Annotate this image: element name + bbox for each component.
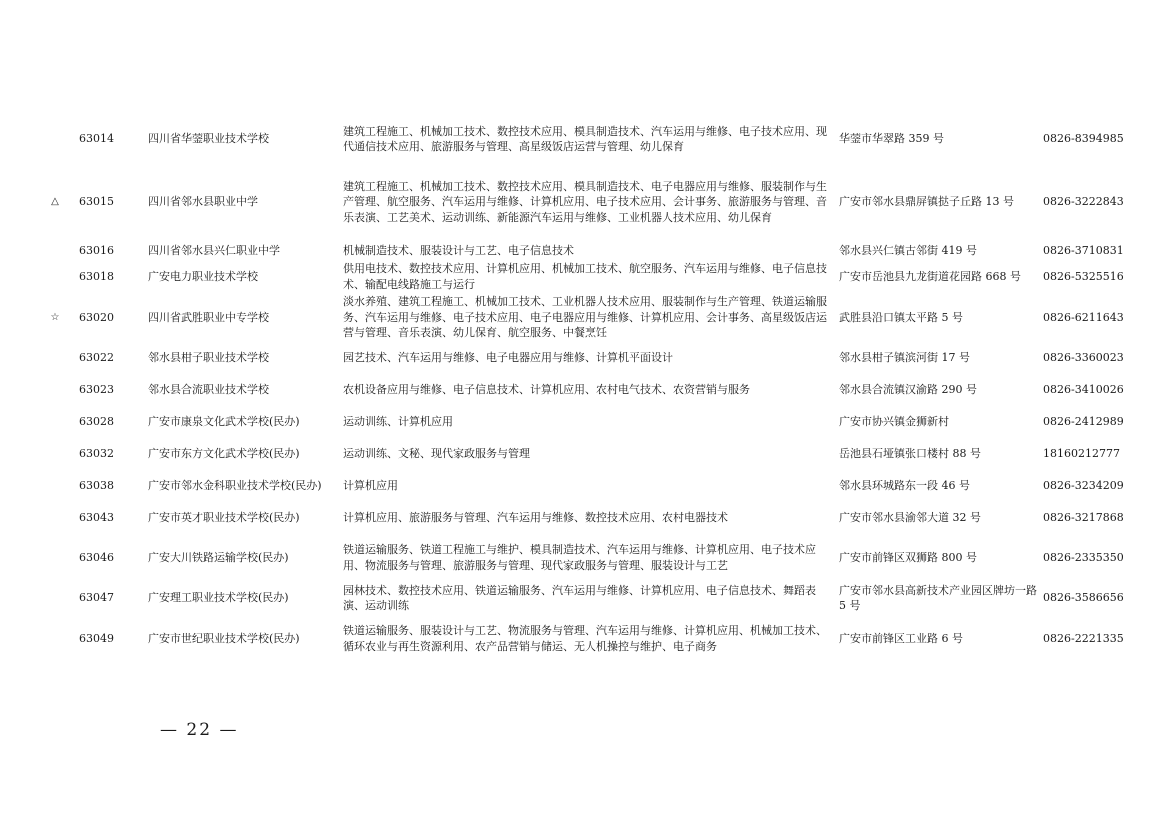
school-name: 广安市东方文化武术学校(民办) xyxy=(148,446,300,460)
row-mark: ☆ xyxy=(50,311,60,323)
school-code: 63014 xyxy=(79,132,114,146)
row-mark xyxy=(40,242,70,260)
school-address: 广安市邻水县鼎屏镇挞子丘路 13 号 xyxy=(839,195,1014,209)
school-phone: 0826-3222843 xyxy=(1043,195,1124,209)
school-address: 邻水县兴仁镇古邻街 419 号 xyxy=(839,244,977,258)
table-row xyxy=(40,342,1143,374)
school-majors: 建筑工程施工、机械加工技术、数控技术应用、模具制造技术、电子电器应用与维修、服装制作与生产管理、航空服务、汽车运用与维修、计算机应用、电子技术应用、会计事务、旅游服务与管理、音乐表演、工艺美术、运动训练、新能源汽车运用与维修、工业机器人技术应用、幼儿保育 xyxy=(343,179,827,224)
school-phone: 0826-5325516 xyxy=(1043,269,1124,283)
row-mark xyxy=(40,374,70,406)
row-mark xyxy=(40,260,70,293)
school-code: 63023 xyxy=(79,382,114,396)
school-name: 四川省邻水县职业中学 xyxy=(148,195,258,209)
school-phone: 0826-2412989 xyxy=(1043,414,1124,428)
school-phone: 0826-3410026 xyxy=(1043,382,1124,396)
school-address: 武胜县沿口镇太平路 5 号 xyxy=(839,310,963,324)
school-name: 广安市世纪职业技术学校(民办) xyxy=(148,631,300,645)
school-name: 四川省华蓥职业技术学校 xyxy=(148,132,269,146)
school-majors: 供用电技术、数控技术应用、计算机应用、机械加工技术、航空服务、汽车运用与维修、电子信息技术、输配电线路施工与运行 xyxy=(343,262,827,291)
table-row xyxy=(40,406,1143,438)
school-phone: 0826-8394985 xyxy=(1043,132,1124,146)
school-phone: 0826-6211643 xyxy=(1043,310,1124,324)
school-address: 邻水县柑子镇滨河街 17 号 xyxy=(839,350,970,364)
school-code: 63032 xyxy=(79,446,114,460)
school-address: 广安市邻水县渝邻大道 32 号 xyxy=(839,510,981,524)
school-name: 广安市康泉文化武术学校(民办) xyxy=(148,414,300,428)
row-mark xyxy=(40,534,70,582)
school-name: 广安市英才职业技术学校(民办) xyxy=(148,510,300,524)
table-row xyxy=(40,470,1143,502)
school-code: 63020 xyxy=(79,310,114,324)
school-name: 邻水县柑子职业技术学校 xyxy=(148,350,269,364)
row-mark xyxy=(40,438,70,470)
school-majors: 淡水养殖、建筑工程施工、机械加工技术、工业机器人技术应用、服装制作与生产管理、铁道运输服务、汽车运用与维修、电子技术应用、电子电器应用与维修、计算机应用、会计事务、高星级饭店运营与管理、音乐表演、幼儿保育、航空服务、中餐烹饪 xyxy=(343,295,827,339)
school-majors: 运动训练、文秘、现代家政服务与管理 xyxy=(343,446,530,460)
school-majors: 运动训练、计算机应用 xyxy=(343,414,453,428)
school-address: 广安市协兴镇金狮新村 xyxy=(839,414,949,428)
school-address: 广安市前锋区工业路 6 号 xyxy=(839,631,963,645)
page-number: — 22 — xyxy=(160,720,239,740)
school-code: 63028 xyxy=(79,414,114,428)
school-majors: 建筑工程施工、机械加工技术、数控技术应用、模具制造技术、汽车运用与维修、电子技术应用、现代通信技术应用、旅游服务与管理、高星级饭店运营与管理、幼儿保育 xyxy=(343,124,827,153)
table-row xyxy=(40,374,1143,406)
school-name: 邻水县合流职业技术学校 xyxy=(148,382,269,396)
school-majors: 机械制造技术、服装设计与工艺、电子信息技术 xyxy=(343,244,574,258)
school-code: 63018 xyxy=(79,269,114,283)
school-name: 四川省邻水县兴仁职业中学 xyxy=(148,244,280,258)
school-name: 广安电力职业技术学校 xyxy=(148,269,258,283)
school-phone: 18160212777 xyxy=(1043,446,1120,460)
row-mark xyxy=(40,470,70,502)
school-majors: 计算机应用 xyxy=(343,478,398,492)
row-mark xyxy=(40,116,70,162)
school-address: 岳池县石垭镇张口楼村 88 号 xyxy=(839,446,981,460)
table-row xyxy=(40,582,1143,615)
table-row xyxy=(40,534,1143,582)
table-row xyxy=(40,438,1143,470)
school-code: 63022 xyxy=(79,350,114,364)
school-address: 广安市岳池县九龙街道花园路 668 号 xyxy=(839,269,1021,283)
row-mark: △ xyxy=(51,196,59,208)
table-row xyxy=(40,116,1143,162)
school-code: 63016 xyxy=(79,244,114,258)
school-majors: 农机设备应用与维修、电子信息技术、计算机应用、农村电气技术、农资营销与服务 xyxy=(343,382,750,396)
school-majors: 铁道运输服务、服装设计与工艺、物流服务与管理、汽车运用与维修、计算机应用、机械加工技术、循环农业与再生资源利用、农产品营销与储运、无人机操控与维护、电子商务 xyxy=(343,624,827,653)
school-name: 四川省武胜职业中专学校 xyxy=(148,310,269,324)
school-table-body xyxy=(40,116,1143,663)
school-code: 63038 xyxy=(79,478,114,492)
table-row xyxy=(40,615,1143,663)
school-address: 邻水县合流镇汉渝路 290 号 xyxy=(839,382,977,396)
table-row xyxy=(40,162,1143,242)
school-code: 63046 xyxy=(79,550,114,564)
school-address: 邻水县环城路东一段 46 号 xyxy=(839,478,970,492)
school-name: 广安理工职业技术学校(民办) xyxy=(148,591,289,605)
school-address: 广安市邻水县高新技术产业园区牌坊一路 5 号 xyxy=(839,583,1037,612)
school-phone: 0826-3234209 xyxy=(1043,478,1124,492)
row-mark xyxy=(40,406,70,438)
school-table xyxy=(40,116,1143,663)
school-phone: 0826-3360023 xyxy=(1043,350,1124,364)
school-phone: 0826-3710831 xyxy=(1043,244,1124,258)
row-mark xyxy=(40,502,70,534)
school-code: 63043 xyxy=(79,510,114,524)
school-code: 63049 xyxy=(79,631,114,645)
school-name: 广安大川铁路运输学校(民办) xyxy=(148,550,289,564)
table-row xyxy=(40,502,1143,534)
school-majors: 园艺技术、汽车运用与维修、电子电器应用与维修、计算机平面设计 xyxy=(343,350,673,364)
row-mark xyxy=(40,615,70,663)
table-row xyxy=(40,293,1143,342)
school-code: 63015 xyxy=(79,195,114,209)
school-address: 广安市前锋区双狮路 800 号 xyxy=(839,550,977,564)
table-row xyxy=(40,260,1143,293)
table-row xyxy=(40,242,1143,260)
school-phone: 0826-3217868 xyxy=(1043,510,1124,524)
school-code: 63047 xyxy=(79,591,114,605)
row-mark xyxy=(40,582,70,615)
school-majors: 园林技术、数控技术应用、铁道运输服务、汽车运用与维修、计算机应用、电子信息技术、舞蹈表演、运动训练 xyxy=(343,583,816,612)
school-phone: 0826-3586656 xyxy=(1043,591,1124,605)
school-name: 广安市邻水金科职业技术学校(民办) xyxy=(148,478,322,492)
school-majors: 计算机应用、旅游服务与管理、汽车运用与维修、数控技术应用、农村电器技术 xyxy=(343,510,728,524)
row-mark xyxy=(40,342,70,374)
school-address: 华蓥市华翠路 359 号 xyxy=(839,132,944,146)
school-majors: 铁道运输服务、铁道工程施工与维护、模具制造技术、汽车运用与维修、计算机应用、电子技术应用、物流服务与管理、旅游服务与管理、现代家政服务与管理、服装设计与工艺 xyxy=(343,543,816,572)
school-phone: 0826-2335350 xyxy=(1043,550,1124,564)
school-phone: 0826-2221335 xyxy=(1043,631,1124,645)
